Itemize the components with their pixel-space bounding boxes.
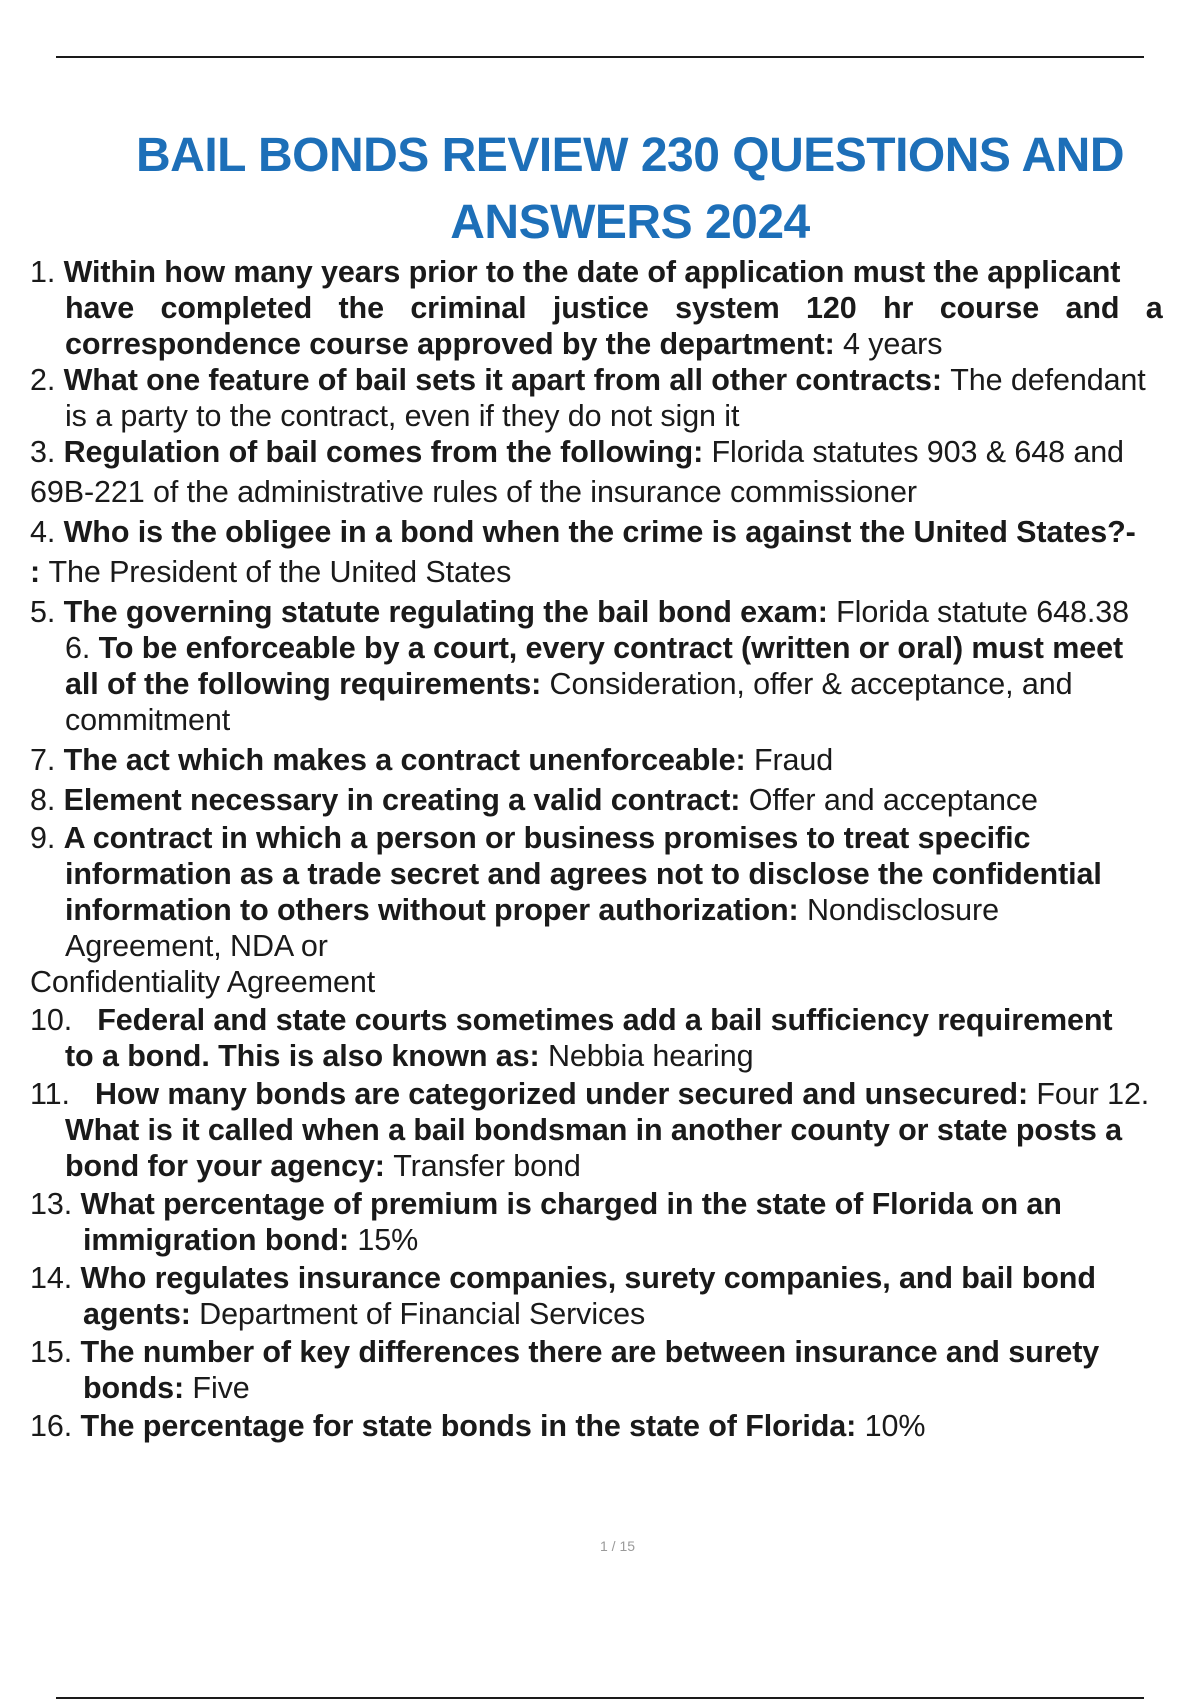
- qa-line: [0, 782, 1200, 818]
- qa-line: [0, 742, 1200, 778]
- qa-line: [0, 820, 1200, 856]
- question-number: 15.: [30, 1335, 81, 1369]
- question-number: 14.: [30, 1261, 81, 1295]
- question-text: How many bonds are categorized under secured and unsecured:: [94, 1077, 1037, 1111]
- question-number: 6.: [65, 631, 99, 665]
- qa-line: [0, 1076, 1200, 1112]
- question-number: 3.: [30, 435, 64, 469]
- answer-text: 15%: [357, 1223, 419, 1257]
- qa-line: [0, 1370, 1200, 1406]
- answer-text: 69B-221 of the administrative rules of the insurance commissioner: [30, 475, 917, 509]
- question-number: 7.: [30, 743, 64, 777]
- question-text: The act which makes a contract unenforceable:: [63, 743, 754, 777]
- answer-text: is a party to the contract, even if they do not sign it: [65, 399, 740, 433]
- question-text: have completed the criminal justice system 120 hr course and a: [65, 291, 1163, 325]
- qa-line: [0, 856, 1200, 892]
- answer-text: Offer and acceptance: [748, 783, 1038, 817]
- question-text: to a bond. This is also known as:: [65, 1039, 548, 1073]
- qa-line: [0, 1002, 1200, 1038]
- answer-text: commitment: [65, 703, 231, 737]
- question-number: 13.: [30, 1187, 81, 1221]
- question-number: 8.: [30, 783, 64, 817]
- question-text: agents:: [83, 1297, 200, 1331]
- answer-text: Five: [192, 1371, 250, 1405]
- answer-text: The President of the United States: [48, 555, 512, 589]
- header-rule: [56, 56, 1144, 58]
- question-text: The governing statute regulating the bail bond exam:: [63, 595, 837, 629]
- answer-text: Transfer bond: [393, 1149, 581, 1183]
- question-number: 1.: [30, 255, 64, 289]
- qa-line: [0, 474, 1200, 510]
- qa-line: [0, 254, 1200, 290]
- answer-text: Department of Financial Services: [199, 1297, 646, 1331]
- question-text: The percentage for state bonds in the state of Florida:: [80, 1409, 865, 1443]
- question-number: 9.: [30, 821, 64, 855]
- footer-rule: [56, 1697, 1144, 1699]
- qa-line: [0, 964, 1200, 1000]
- question-text: immigration bond:: [83, 1223, 358, 1257]
- question-text: bonds:: [83, 1371, 193, 1405]
- qa-line: [0, 1148, 1200, 1184]
- qa-line: [0, 554, 1200, 590]
- qa-line: [0, 1186, 1200, 1222]
- answer-text: 4 years: [843, 327, 943, 361]
- answer-text: The defendant: [950, 363, 1146, 397]
- qa-line: [0, 892, 1200, 928]
- question-text: What one feature of bail sets it apart from all other contracts:: [63, 363, 951, 397]
- answer-text: Fraud: [753, 743, 834, 777]
- question-list: [0, 254, 1200, 1444]
- question-text: To be enforceable by a court, every contract (written or oral) must meet: [98, 631, 1124, 665]
- answer-text: Nondisclosure: [807, 893, 999, 927]
- qa-line: [0, 1222, 1200, 1258]
- answer-text: Four 12.: [1036, 1077, 1150, 1111]
- qa-line: [0, 1260, 1200, 1296]
- qa-line: [0, 514, 1200, 550]
- page-indicator: 1 / 15: [599, 1538, 636, 1554]
- question-text: Regulation of bail comes from the following:: [63, 435, 712, 469]
- answer-text: 10%: [864, 1409, 926, 1443]
- question-text: Who is the obligee in a bond when the crime is against the United States?-: [63, 515, 1136, 549]
- question-text: :: [30, 555, 49, 589]
- question-number: 2.: [30, 363, 64, 397]
- question-text: bond for your agency:: [65, 1149, 394, 1183]
- answer-text: Florida statute 648.38: [836, 595, 1129, 629]
- answer-text: Confidentiality Agreement: [30, 965, 376, 999]
- question-text: Within how many years prior to the date of application must the applicant: [63, 255, 1121, 289]
- question-text: Federal and state courts sometimes add a bail sufficiency requirement: [97, 1003, 1113, 1037]
- qa-line: [0, 1334, 1200, 1370]
- qa-line: [0, 1408, 1200, 1444]
- question-text: all of the following requirements:: [65, 667, 550, 701]
- question-text: What is it called when a bail bondsman in another county or state posts a: [65, 1113, 1122, 1147]
- question-text: information to others without proper authorization:: [65, 893, 807, 927]
- answer-text: Consideration, offer & acceptance, and: [549, 667, 1073, 701]
- qa-line: [0, 326, 1200, 362]
- qa-line: [0, 666, 1200, 702]
- answer-text: Florida statutes 903 & 648 and: [711, 435, 1124, 469]
- qa-line: [0, 702, 1200, 738]
- title-line-2: ANSWERS 2024: [450, 196, 810, 249]
- qa-line: [0, 594, 1200, 630]
- answer-text: Agreement, NDA or: [65, 929, 328, 963]
- question-number: 5.: [30, 595, 64, 629]
- qa-line: [0, 290, 1200, 326]
- question-number: 10.: [30, 1003, 98, 1037]
- qa-line: [0, 398, 1200, 434]
- title-line-1: BAIL BONDS REVIEW 230 QUESTIONS AND: [136, 129, 1124, 182]
- question-text: Element necessary in creating a valid contract:: [63, 783, 749, 817]
- answer-text: Nebbia hearing: [547, 1039, 754, 1073]
- question-text: What percentage of premium is charged in the state of Florida on an: [80, 1187, 1062, 1221]
- question-number: 4.: [30, 515, 64, 549]
- qa-line: [0, 434, 1200, 470]
- qa-line: [0, 362, 1200, 398]
- qa-line: [0, 1296, 1200, 1332]
- question-text: Who regulates insurance companies, surety companies, and bail bond: [80, 1261, 1096, 1295]
- qa-line: [0, 1112, 1200, 1148]
- document-title: [80, 122, 1180, 256]
- question-number: 11.: [30, 1077, 95, 1111]
- question-text: information as a trade secret and agrees not to disclose the confidential: [65, 857, 1102, 891]
- qa-line: [0, 1038, 1200, 1074]
- question-text: A contract in which a person or business promises to treat specific: [63, 821, 1031, 855]
- question-text: correspondence course approved by the department:: [65, 327, 844, 361]
- question-text: The number of key differences there are between insurance and surety: [80, 1335, 1100, 1369]
- question-number: 16.: [30, 1409, 81, 1443]
- qa-line: [0, 630, 1200, 666]
- qa-line: [0, 928, 1200, 964]
